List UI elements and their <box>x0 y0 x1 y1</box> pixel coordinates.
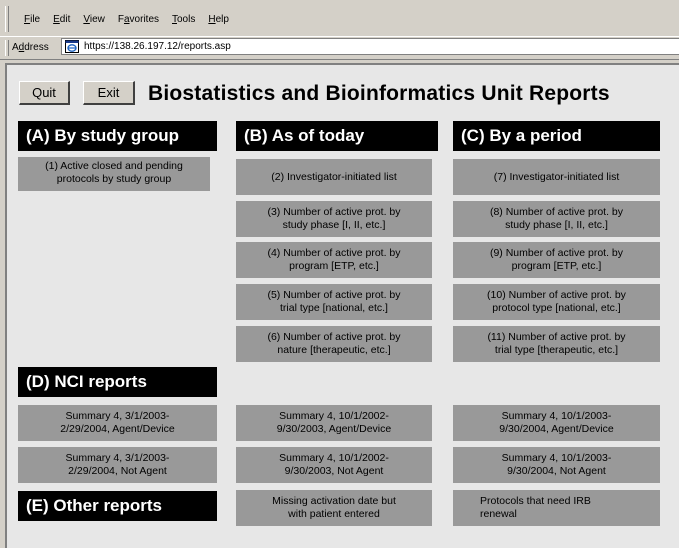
report-9-button[interactable]: (9) Number of active prot. by program [ETP, etc.] <box>453 242 660 278</box>
section-header-b: (B) As of today <box>236 121 438 151</box>
nci-summary-a-not-agent-button[interactable]: Summary 4, 3/1/2003- 2/29/2004, Not Agent <box>18 447 217 483</box>
report-1-button[interactable]: (1) Active closed and pending protocols by study group <box>18 157 210 191</box>
nci-summary-b-agent-device-button[interactable]: Summary 4, 10/1/2002- 9/30/2003, Agent/Device <box>236 405 432 441</box>
nci-summary-b-not-agent-button[interactable]: Summary 4, 10/1/2002- 9/30/2003, Not Agent <box>236 447 432 483</box>
report-2-button[interactable]: (2) Investigator-initiated list <box>236 159 432 195</box>
exit-button[interactable]: Exit <box>83 81 135 105</box>
menu-favorites-mnemonic: a <box>123 13 130 25</box>
menu-help-label: elp <box>215 13 229 25</box>
report-11-button[interactable]: (11) Number of active prot. by trial type [therapeutic, etc.] <box>453 326 660 362</box>
section-header-e: (E) Other reports <box>18 491 217 521</box>
menu-view[interactable] <box>83 14 105 25</box>
page-icon <box>65 40 79 53</box>
nci-summary-c-not-agent-button[interactable]: Summary 4, 10/1/2003- 9/30/2004, Not Agent <box>453 447 660 483</box>
menu-favorites[interactable] <box>118 14 159 25</box>
address-bar-grip[interactable] <box>5 40 9 56</box>
nci-summary-c-agent-device-button[interactable]: Summary 4, 10/1/2003- 9/30/2004, Agent/Device <box>453 405 660 441</box>
menu-view-mnemonic: V <box>83 13 90 25</box>
report-8-button[interactable]: (8) Number of active prot. by study phase [I, II, etc.] <box>453 201 660 237</box>
nci-summary-a-agent-device-button[interactable]: Summary 4, 3/1/2003- 2/29/2004, Agent/Device <box>18 405 217 441</box>
menu-tools-mnemonic: T <box>172 13 177 25</box>
quit-button[interactable]: Quit <box>19 81 70 105</box>
address-label-mnemonic: d <box>18 42 25 53</box>
page-title: Biostatistics and Bioinformatics Unit Reports <box>148 82 610 105</box>
menu-help-mnemonic: H <box>208 13 216 25</box>
menu-file-label: ile <box>30 13 41 25</box>
missing-activation-date-button[interactable]: Missing activation date but with patient entered <box>236 490 432 526</box>
menu-row <box>8 11 229 27</box>
menu-file[interactable] <box>24 14 40 25</box>
menu-edit-mnemonic: E <box>53 13 60 25</box>
address-url[interactable]: https://138.26.197.12/reports.asp <box>84 41 231 52</box>
address-input[interactable] <box>61 38 679 55</box>
report-7-button[interactable]: (7) Investigator-initiated list <box>453 159 660 195</box>
menu-file-mnemonic: F <box>24 13 31 25</box>
section-header-c: (C) By a period <box>453 121 660 151</box>
address-bar <box>0 36 679 60</box>
menu-help[interactable] <box>208 14 229 25</box>
menu-favorites-label: vorites <box>129 13 159 25</box>
menu-favorites-prefix: F <box>117 13 124 25</box>
address-label-rest: dress <box>24 42 49 53</box>
menu-tools[interactable] <box>172 14 195 25</box>
menu-bar <box>0 0 679 36</box>
address-label-prefix: A <box>12 42 19 53</box>
page-content <box>5 63 679 548</box>
address-label <box>12 42 49 53</box>
menu-edit-label: dit <box>59 13 71 25</box>
report-3-button[interactable]: (3) Number of active prot. by study phase [I, II, etc.] <box>236 201 432 237</box>
section-header-d: (D) NCI reports <box>18 367 217 397</box>
irb-renewal-button[interactable]: Protocols that need IRB renewal <box>453 490 660 526</box>
section-header-a: (A) By study group <box>18 121 217 151</box>
report-4-button[interactable]: (4) Number of active prot. by program [ETP, etc.] <box>236 242 432 278</box>
report-5-button[interactable]: (5) Number of active prot. by trial type [national, etc.] <box>236 284 432 320</box>
report-6-button[interactable]: (6) Number of active prot. by nature [therapeutic, etc.] <box>236 326 432 362</box>
menu-edit[interactable] <box>53 14 70 25</box>
report-10-button[interactable]: (10) Number of active prot. by protocol type [national, etc.] <box>453 284 660 320</box>
menu-tools-label: ools <box>177 13 196 25</box>
menu-view-label: iew <box>89 13 105 25</box>
